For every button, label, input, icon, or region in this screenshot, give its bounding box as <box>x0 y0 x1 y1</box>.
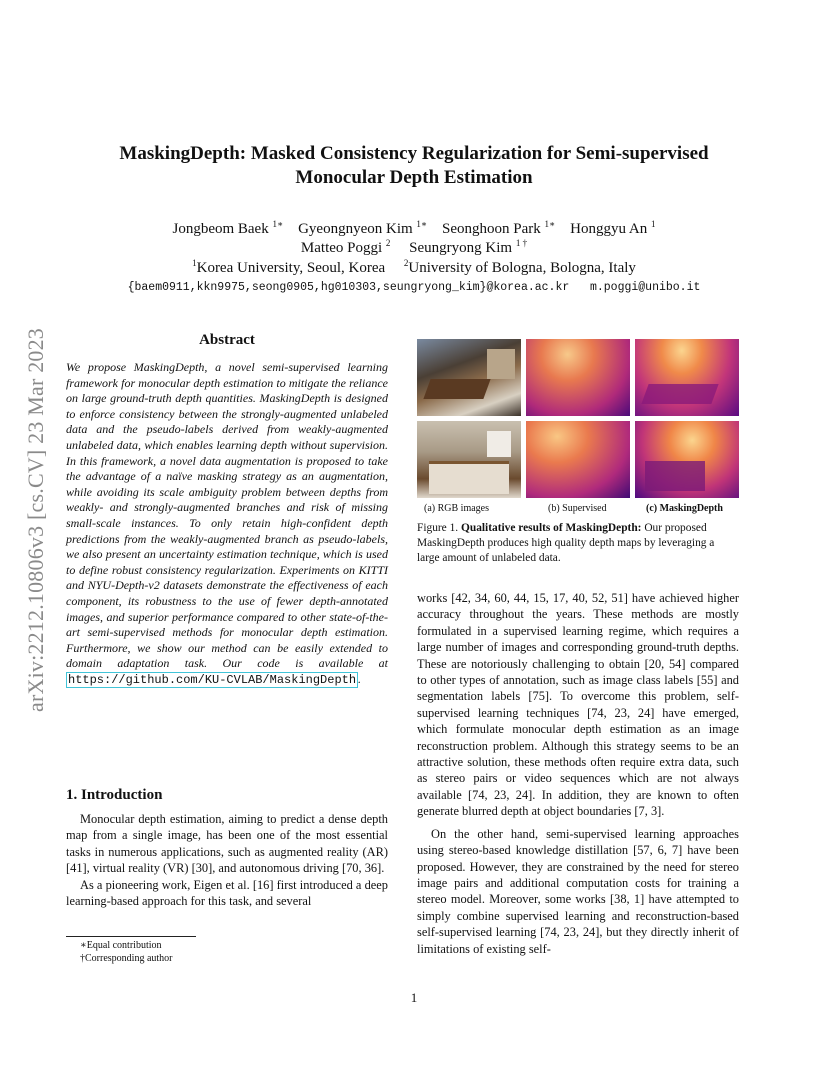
footnotes <box>80 939 173 965</box>
supervised-depth-1 <box>526 339 630 416</box>
abstract-end: . <box>358 671 362 686</box>
maskingdepth-depth-2 <box>635 421 739 498</box>
author-name: Seonghoon Park <box>442 221 541 237</box>
subcaption-maskingdepth: (c) MaskingDepth <box>646 503 723 514</box>
author-emails: {baem0911,kkn9975,seong0905,hg010303,seungryong_kim}@korea.ac.kr m.poggi@unibo.it <box>127 281 701 294</box>
intro-paragraph-1: Monocular depth estimation, aiming to predict a dense depth map from a single image, has been one of the most essential tasks in numerous applications, such as augmented reality (AR) [41], virtual reality (VR) [30], and autonomous driving [70, 36]. <box>66 812 388 876</box>
author-name: Matteo Poggi <box>300 240 383 256</box>
author-name: Gyeongnyeon Kim <box>298 221 413 237</box>
affiliation-name: University of Bologna, Bologna, Italy <box>408 260 636 276</box>
affiliation-sup: 2 <box>403 258 409 268</box>
intro-paragraph-2: As a pioneering work, Eigen et al. [16] first introduced a deep learning-based approach for this task, and several <box>66 877 388 909</box>
footnote-equal-contribution: ∗Equal contribution <box>80 940 162 951</box>
authors-line-1 <box>70 219 758 238</box>
code-link[interactable]: https://github.com/KU-CVLAB/MaskingDepth <box>68 672 357 687</box>
right-paragraph-1: works [42, 34, 60, 44, 15, 17, 40, 52, 51] have achieved higher accuracy throughout the years. These methods are mostly formulated in a supervised learning regime, which requires a large number of images and corresponding ground-truth depths. These are notoriously challenging to obtain [20, 54] compared to other types of annotation, such as image class labels [55] and segmentation labels [75]. To overcome this problem, self-supervised learning techniques [74, 23, 24] have emerged, which formulate monocular depth estimation as an image reconstruction problem. Although this strategy seems to be an attractive solution, these methods often require extra data, such as stereo pairs or video sequences which are not always available [74, 23, 24]. In addition, they are known to often generate blurred depth at object boundaries [7, 3]. <box>417 591 739 819</box>
arxiv-stamp <box>20 270 52 770</box>
figure-caption <box>417 521 739 566</box>
abstract-body <box>66 360 388 688</box>
supervised-depth-2 <box>526 421 630 498</box>
title-line-1: MaskingDepth: Masked Consistency Regularization for Semi-supervised <box>119 143 709 164</box>
author-name: Seungryong Kim <box>409 240 513 256</box>
rgb-image-1 <box>417 339 521 416</box>
figure-label: Figure 1. <box>417 522 459 534</box>
affiliations <box>70 258 758 277</box>
intro-left-column <box>66 811 388 909</box>
right-paragraph-2: On the other hand, semi-supervised learning approaches using stereo-based knowledge distillation [57, 6, 7] have been proposed. However, they are constrained by the need for stereo image pairs and additional computation costs for training a stereo model. Moreover, some works [38, 1] have attempted to simply combine supervised learning and reconstruction-based self-supervised learning [74, 23, 24], but they directly inherit of limitations of existing self- <box>417 826 739 956</box>
author-sup: 1 <box>651 219 656 229</box>
author-sup: 1∗ <box>544 219 556 229</box>
abstract-heading: Abstract <box>199 332 255 348</box>
author-name: Jongbeom Baek <box>172 221 269 237</box>
affiliation-name: Korea University, Seoul, Korea <box>196 260 386 276</box>
paper-title <box>70 142 758 190</box>
maskingdepth-depth-1 <box>635 339 739 416</box>
authors-line-2 <box>70 238 758 257</box>
footnote-corresponding-author: †Corresponding author <box>80 953 173 964</box>
right-column <box>417 590 739 957</box>
author-sup: 1∗ <box>272 219 284 229</box>
author-sup: 2 <box>385 238 391 248</box>
section-heading-introduction: 1. Introduction <box>66 787 163 803</box>
title-line-2: Monocular Depth Estimation <box>295 167 533 188</box>
figure-caption-title: Qualitative results of MaskingDepth: <box>461 522 642 534</box>
subcaption-supervised: (b) Supervised <box>548 503 607 514</box>
author-sup: 1∗ <box>416 219 428 229</box>
arxiv-stamp-text: arXiv:2212.10806v3 [cs.CV] 23 Mar 2023 <box>23 328 48 712</box>
rgb-image-2 <box>417 421 521 498</box>
figure-caption-text: Our proposed MaskingDepth produces high quality depth maps by leveraging a large amount of unlabeled data. <box>417 522 715 564</box>
affiliation-sup: 1 <box>192 258 197 268</box>
author-name: Honggyu An <box>570 221 648 237</box>
page-number: 1 <box>410 990 418 1005</box>
abstract-text: We propose MaskingDepth, a novel semi-supervised learning framework for monocular depth estimation to mitigate the reliance on large ground-truth depth quantities. MaskingDepth is designed to enforce consistency between the strongly-augmented unlabeled data and the pseudo-labels derived from weakly-augmented unlabeled data, which enables learning depth without supervision. In this framework, a novel data augmentation is proposed to take the advantage of a naïve masking strategy as an augmentation, while avoiding its scale ambiguity problem between depths from weakly- and strongly-augmented branches and risk of missing small-scale instances. To only retain high-confident depth predictions from the weakly-augmented branch as pseudo-labels, we also present an uncertainty estimation technique, which is used to define robust consistency regularization. Experiments on KITTI and NYU-Depth-v2 datasets demonstrate the effectiveness of each component, its robustness to the use of fewer depth-annotated images, and superior performance compared to other state-of-the-art semi-supervised methods for monocular depth estimation. Furthermore, we show our method can be easily extended to domain adaptation task. Our code is available at <box>66 360 388 671</box>
footnote-rule <box>66 936 196 937</box>
subcaption-rgb: (a) RGB images <box>424 503 489 514</box>
author-sup: 1 † <box>515 238 528 248</box>
